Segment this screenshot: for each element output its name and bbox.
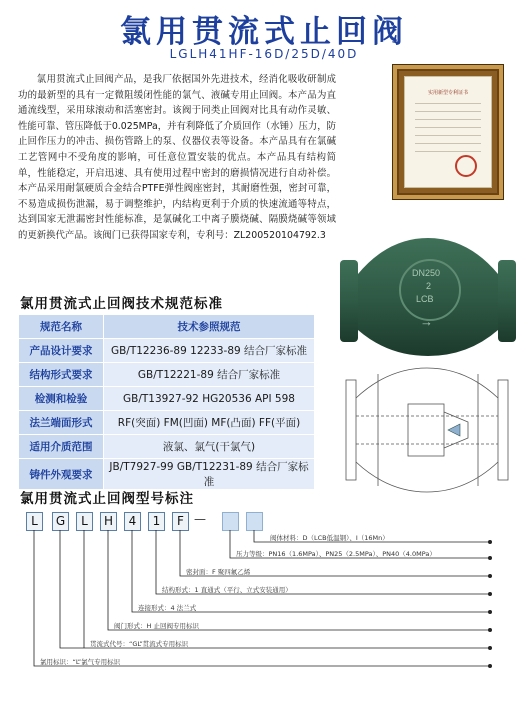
table-row [19, 387, 315, 411]
spec-name: 法兰端面形式 [19, 411, 104, 435]
patent-certificate-image [392, 64, 504, 200]
drawing-body-bottom [356, 462, 498, 492]
model-code-box-pressure [222, 512, 239, 531]
model-heading: 氯用贯流式止回阀型号标注 [20, 491, 194, 507]
note-gl-code [90, 639, 188, 648]
leader-line-valve-type [108, 530, 490, 630]
col-name-header: 规范名称 [19, 315, 104, 339]
valve-flange-right [498, 260, 516, 342]
spec-name: 铸件外观要求 [19, 459, 104, 490]
note-value: “GL”贯流式专用标识 [129, 640, 189, 648]
table-row [19, 411, 315, 435]
certificate-line [415, 135, 481, 136]
spec-name: 适用介质范围 [19, 435, 104, 459]
drawing-flange-right [498, 380, 508, 480]
note-label: 结构形式： [162, 586, 195, 594]
note-material [270, 533, 389, 542]
leader-dot [488, 592, 492, 596]
certificate-line [415, 111, 481, 112]
model-code-box: H [100, 512, 117, 531]
note-chlorine [40, 657, 120, 666]
model-code-box: 4 [124, 512, 141, 531]
leader-dot [488, 556, 492, 560]
note-value: 1 直通式（平行、立式安装通用） [194, 586, 292, 594]
spec-table [18, 314, 315, 490]
spec-value: GB/T12221-89 结合厂家标准 [104, 363, 315, 387]
spec-value: GB/T12236-89 12233-89 结合厂家标准 [104, 339, 315, 363]
note-label: 阀门形式： [114, 622, 147, 630]
valve-photo [328, 232, 528, 358]
certificate-line [415, 143, 481, 144]
note-label: 密封面： [186, 568, 212, 576]
note-label: 氯用标识： [40, 658, 73, 666]
note-value: PN16（1.6MPa）、PN25（2.5MPa）、PN40（4.0MPa） [268, 550, 436, 558]
note-value: D（LCB低温钢）、I（16Mn） [302, 534, 389, 542]
note-connection [138, 603, 196, 612]
leader-dot [488, 646, 492, 650]
spec-value: JB/T7927-99 GB/T12231-89 结合厂家标准 [104, 459, 315, 490]
drawing-valve-core [408, 404, 444, 456]
note-value: H 止回阀专用标识 [146, 622, 199, 630]
leader-dot [488, 610, 492, 614]
spec-value: GB/T13927-92 HG20536 API 598 [104, 387, 315, 411]
certificate-seal [455, 155, 477, 177]
note-value: “L”氯气专用标识 [72, 658, 121, 666]
note-sealing [186, 567, 250, 576]
model-code-box: F [172, 512, 189, 531]
valve-flange-left [340, 260, 358, 342]
col-ref-header: 技术参照规范 [104, 315, 315, 339]
spec-value: RF(突面) FM(凹面) MF(凸面) FF(平面) [104, 411, 315, 435]
drawing-arrow-icon [448, 424, 460, 436]
model-code-box: G [52, 512, 69, 531]
table-row [19, 363, 315, 387]
model-number: LGLH41HF-16D/25D/40D [169, 47, 359, 61]
note-label: 连接形式： [138, 604, 171, 612]
note-label: 阀体材料： [270, 534, 303, 542]
valve-text-pn: 2 [426, 281, 432, 291]
spec-name: 结构形式要求 [19, 363, 104, 387]
note-label: 压力等级： [236, 550, 269, 558]
note-pressure [236, 549, 436, 558]
spec-name: 检测和检验 [19, 387, 104, 411]
model-dash: — [194, 512, 206, 526]
note-value: F 聚四氟乙烯 [212, 568, 251, 576]
intro-paragraph: 氯用贯流式止回阀产品，是我厂依据国外先进技术，经消化吸收研制成功的最新型的具有一定微阻缓闭性能的氯气、液碱专用止回阀。本产品为直通流线型，采用球滚动和活塞密封。该阀于同类止回阀对比具有动作灵敏、性能可靠、管压降低于0.025MPa，并有利降低了介质回作（水锤）压力，防止回作压力的冲击、损伤管路上的泵、仪器仪表等设备。本产品具有在氯碱工艺管网中不受角度的影响，可任意位置安装的优点。本产品具有结构简单，性能稳定，开启迅速、具有使用过程中密封的磨损情况进行自动补偿。本产品采用耐氯硬质合金结合PTFE弹性阀座密封，其耐磨性强，密封可靠，不易造成损伤泄漏，易于调整维护，内结构更利于介质的快速流通等特点，达到国家无泄漏密封性能标准，是氯碱化工中离子膜烧碱、隔膜烧碱等领域的更新换代产品。该阀门已获得国家专利，专利号：ZL200520104792.3 [18, 74, 336, 241]
certificate-line [415, 151, 481, 152]
model-code-box-material [246, 512, 263, 531]
table-row [19, 459, 315, 490]
valve-section-drawing [338, 364, 518, 496]
valve-text-material: LCB [416, 294, 434, 304]
table-header-row [19, 315, 315, 339]
leader-dot [488, 628, 492, 632]
model-code-box: L [26, 512, 43, 531]
note-value: 4 法兰式 [170, 604, 197, 612]
note-label: 贯流式代号： [90, 640, 129, 648]
certificate-line [415, 127, 481, 128]
note-valve-type [114, 621, 199, 630]
spec-value: 液氯、氯气(干氯气) [104, 435, 315, 459]
model-code-box: 1 [148, 512, 165, 531]
drawing-body-top [356, 368, 498, 398]
certificate-line [415, 119, 481, 120]
certificate-title: 实用新型专利证书 [427, 90, 468, 96]
page-title: 氯用贯流式止回阀 [120, 14, 408, 50]
flow-arrow-icon: → [420, 314, 433, 329]
leader-dot [488, 664, 492, 668]
valve-text-dn: DN250 [412, 268, 441, 278]
leader-dot [488, 540, 492, 544]
certificate-paper [404, 76, 492, 188]
table-row [19, 339, 315, 363]
leader-dot [488, 574, 492, 578]
spec-heading: 氯用贯流式止回阀技术规范标准 [20, 296, 223, 312]
certificate-line [415, 103, 481, 104]
spec-name: 产品设计要求 [19, 339, 104, 363]
drawing-flange-left [346, 380, 356, 480]
table-row [19, 435, 315, 459]
note-structure [162, 585, 292, 594]
model-code-box: L [76, 512, 93, 531]
